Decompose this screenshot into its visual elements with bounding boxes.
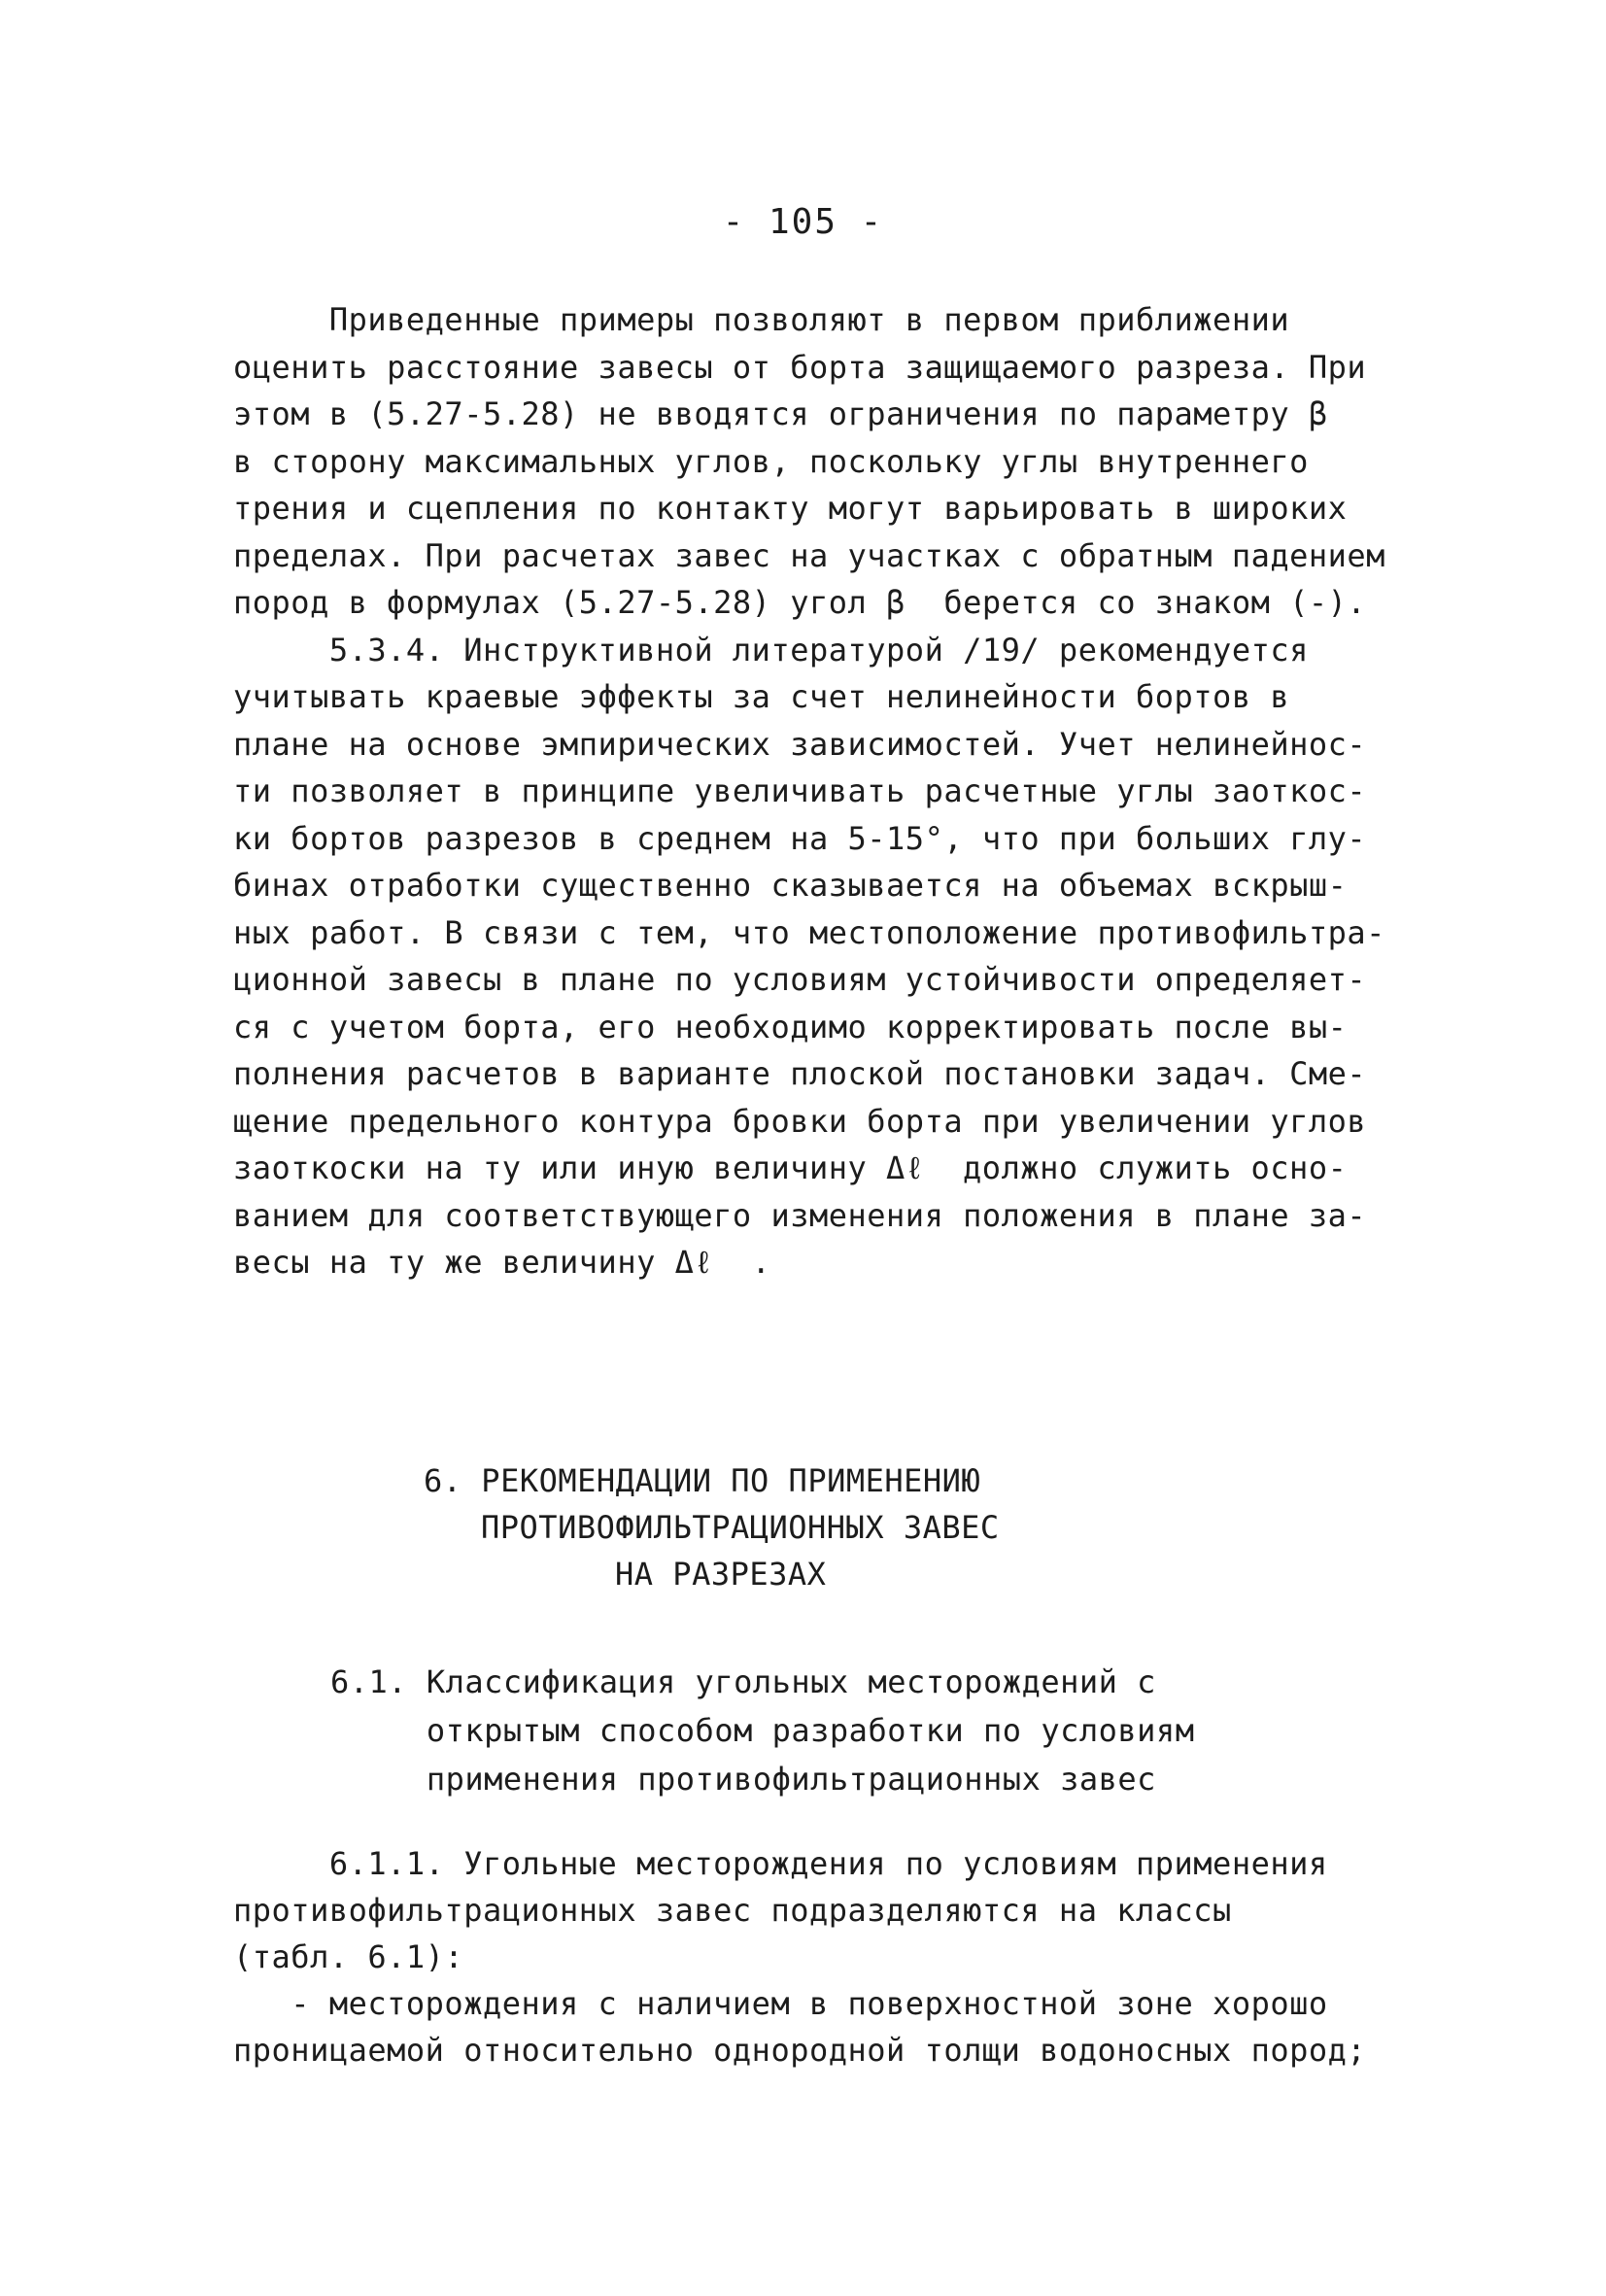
text-line: в сторону максимальных углов, поскольку углы внутреннего [233,442,1309,480]
subsection-heading-line: применения противофильтрационных завес [330,1761,1156,1798]
text-line: противофильтрационных завес подразделяются на классы [233,1892,1232,1929]
subsection-heading [330,1658,1194,1803]
text-line: Приведенные примеры позволяют в первом приближении [233,301,1290,338]
section-heading-line: ПРОТИВОФИЛЬТРАЦИОННЫХ ЗАВЕС [481,1509,1000,1546]
text-line: ся с учетом борта, его необходимо корректировать после вы- [233,1008,1348,1045]
text-line: щение предельного контура бровки борта при увеличении углов [233,1102,1367,1140]
text-line: весы на ту же величину Δℓ . [233,1244,771,1281]
text-line: 5.3.4. Инструктивной литературой /19/ рекомендуется [233,631,1309,668]
text-line: пределах. При расчетах завес на участках с обратным падением [233,536,1385,574]
text-line: бинах отработки существенно сказывается на объемах вскрыш- [233,867,1348,904]
subsection-heading-line: 6.1. Классификация угольных месторождений с [330,1663,1156,1700]
text-line: 6.1.1. Угольные месторождения по условиям применения [233,1845,1328,1882]
text-line: этом в (5.27-5.28) не вводятся ограничения по параметру β [233,395,1328,432]
text-line: учитывать краевые эффекты за счет нелинейности бортов в [233,678,1290,715]
text-line: (табл. 6.1): [233,1938,464,1975]
text-line: ванием для соответствующего изменения положения в плане за- [233,1196,1367,1234]
text-line: оценить расстояние завесы от борта защищаемого разреза. При [233,348,1367,386]
text-line: ционной завесы в плане по условиям устойчивости определяет- [233,961,1367,998]
section-heading [0,1457,1606,1597]
text-line: полнения расчетов в варианте плоской постановки задач. Сме- [233,1055,1367,1092]
text-line: трения и сцепления по контакту могут варьировать в широких [233,490,1348,527]
subsection-heading-line: открытым способом разработки по условиям [330,1712,1195,1749]
text-line: ных работ. В связи с тем, что местоположение противофильтра- [233,913,1385,951]
section-heading-line: НА РАЗРЕЗАХ [615,1556,827,1593]
text-line: - месторождения с наличием в поверхностной зоне хорошо [233,1985,1328,2022]
text-line: пород в формулах (5.27-5.28) угол β берется со знаком (-). [233,584,1367,621]
section-heading-line: 6. РЕКОМЕНДАЦИИ ПО ПРИМЕНЕНИЮ [424,1462,981,1499]
text-line: ти позволяет в принципе увеличивать расчетные углы заоткос- [233,772,1367,809]
page-number: - 105 - [722,202,884,242]
paragraph-block-2 [233,1840,1389,2073]
paragraph-block-1 [233,296,1389,1286]
text-line: заоткоски на ту или иную величину Δℓ должно служить осно- [233,1149,1348,1186]
text-line: плане на основе эмпирических зависимостей. Учет нелинейнос- [233,725,1367,763]
text-line: проницаемой относительно однородной толщи водоносных пород; [233,2032,1367,2069]
text-line: ки бортов разрезов в среднем на 5-15°, что при больших глу- [233,819,1367,857]
